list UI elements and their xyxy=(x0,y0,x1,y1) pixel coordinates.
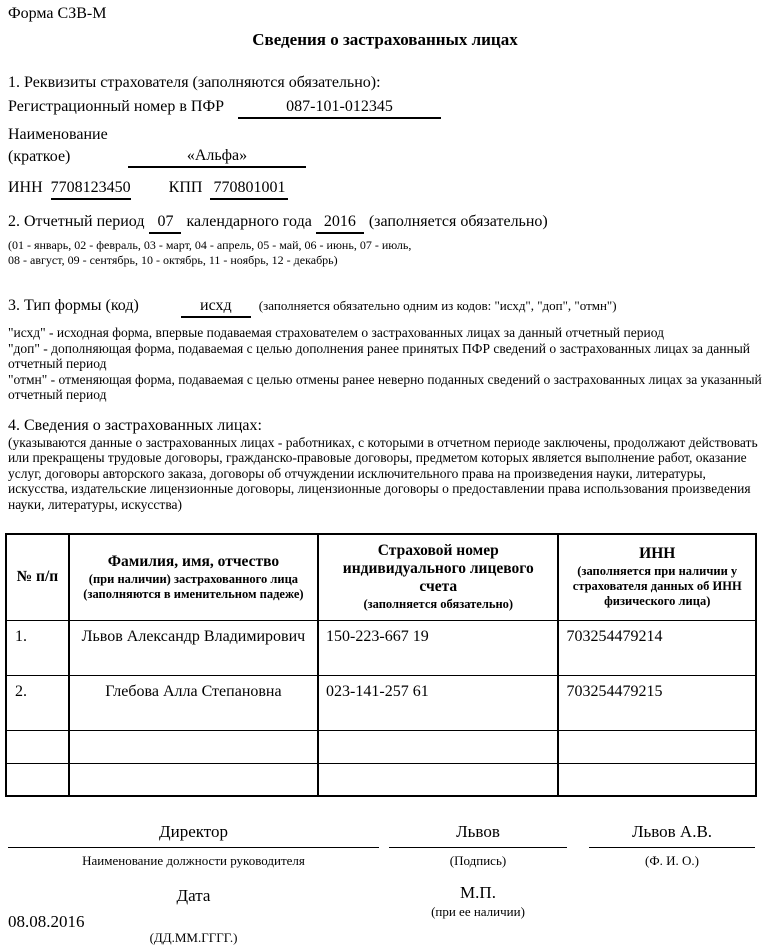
row4-snils-cell[interactable] xyxy=(318,763,558,796)
fio-value[interactable]: Львов А.В. xyxy=(589,822,755,848)
reporting-period-label: 2. Отчетный период xyxy=(8,213,145,230)
table-row xyxy=(6,730,756,763)
form-type-code-notes xyxy=(8,325,762,403)
inn-field[interactable]: 7708123450 xyxy=(51,179,131,200)
row4-inn-cell[interactable] xyxy=(558,763,756,796)
form-type-hint: (заполняется обязательно одним из кодов: "исхд", "доп", "отмн") xyxy=(258,298,617,313)
fio-column xyxy=(589,822,755,869)
sign-value[interactable]: Львов xyxy=(389,822,567,848)
sign-column xyxy=(389,822,567,869)
row2-snils-cell[interactable]: 023-141-257 61 xyxy=(318,675,558,730)
reporting-period-middle-label: календарного года xyxy=(186,213,312,230)
reporting-period-hint: (заполняется обязательно) xyxy=(368,213,548,230)
row3-inn-cell[interactable] xyxy=(558,730,756,763)
sign-caption: (Подпись) xyxy=(449,853,507,868)
form-type-code-field[interactable]: исхд xyxy=(181,297,251,318)
col-header-fio: Фамилия, имя, отчество (при наличии) застрахованного лица (заполняются в именительном падеже) xyxy=(69,534,318,620)
row1-inn-cell[interactable]: 703254479214 xyxy=(558,620,756,675)
col-header-snils: Страховой номер индивидуального лицевого счета (заполняется обязательно) xyxy=(318,534,558,620)
col-header-number: № п/п xyxy=(6,534,69,620)
row1-fio-cell[interactable]: Львов Александр Владимирович xyxy=(69,620,318,675)
page-title: Сведения о застрахованных лицах xyxy=(252,30,518,49)
row2-fio-cell[interactable]: Глебова Алла Степановна xyxy=(69,675,318,730)
section1-heading: 1. Реквизиты страхователя (заполняются обязательно): xyxy=(8,74,381,91)
row2-number-cell[interactable]: 2. xyxy=(6,675,69,730)
row3-number-cell[interactable] xyxy=(6,730,69,763)
row3-snils-cell[interactable] xyxy=(318,730,558,763)
row2-inn-cell[interactable]: 703254479215 xyxy=(558,675,756,730)
row1-snils-cell[interactable]: 150-223-667 19 xyxy=(318,620,558,675)
row3-fio-cell[interactable] xyxy=(69,730,318,763)
table-row xyxy=(6,763,756,796)
org-name-row xyxy=(8,124,762,168)
code-note-isxd: "исхд" - исходная форма, впервые подаваемая страхователем о застрахованных лицах за данный отчетный период xyxy=(8,325,664,340)
reporting-year-field[interactable]: 2016 xyxy=(316,213,364,234)
position-signature-column xyxy=(8,822,379,869)
months-legend xyxy=(8,238,762,268)
stamp-label: М.П. xyxy=(460,883,496,902)
row4-number-cell[interactable] xyxy=(6,763,69,796)
signature-row xyxy=(8,822,762,869)
inn-kpp-row xyxy=(8,179,762,200)
kpp-label: КПП xyxy=(168,179,203,196)
col-header-inn: ИНН (заполняется при наличии у страхователя данных об ИНН физического лица) xyxy=(558,534,756,620)
date-value[interactable]: 08.08.2016 xyxy=(8,912,85,931)
table-header-row xyxy=(6,534,756,620)
code-note-otmn: "отмн" - отменяющая форма, подаваемая с целью отмены ранее неверно поданных сведений о застрахованных лицах за указанный отчетный период xyxy=(8,371,762,402)
org-name-field[interactable]: «Альфа» xyxy=(128,147,306,168)
kpp-field[interactable]: 770801001 xyxy=(210,179,288,200)
position-value[interactable]: Директор xyxy=(8,822,379,848)
table-row xyxy=(6,620,756,675)
reg-number-row xyxy=(8,98,762,119)
reg-number-label: Регистрационный номер в ПФР xyxy=(8,98,224,115)
inn-label: ИНН xyxy=(8,179,43,196)
form-type-label: 3. Тип формы (код) xyxy=(8,297,139,314)
reporting-period-row xyxy=(8,213,762,234)
months-legend-line1: (01 - январь, 02 - февраль, 03 - март, 04 - апрель, 05 - май, 06 - июнь, 07 - июль, xyxy=(8,238,412,252)
date-label: Дата xyxy=(176,886,211,905)
fio-caption: (Ф. И. О.) xyxy=(645,853,699,868)
stamp-caption: (при ее наличии) xyxy=(431,904,525,919)
section4-note: (указываются данные о застрахованных лицах - работниках, с которыми в отчетном периоде заключены, продолжают действовать или прекращены трудовые договоры, гражданско-правовые договоры, предметом которых является выполнение работ, оказание услуг, договоры авторского заказа, договоры об отчуждении исключительного права на произведения науки, литературы, искусства, издательские лицензионные договоры, лицензионные договоры о предоставлении права использования произведения науки, литературы, искусства) xyxy=(8,434,758,512)
row4-fio-cell[interactable] xyxy=(69,763,318,796)
form-type-row xyxy=(8,297,762,318)
table-row xyxy=(6,675,756,730)
reporting-month-field[interactable]: 07 xyxy=(149,213,181,234)
months-legend-line2: 08 - август, 09 - сентябрь, 10 - октябрь, 11 - ноябрь, 12 - декабрь) xyxy=(8,253,338,267)
org-name-label: Наименование (краткое) xyxy=(8,126,108,165)
position-caption: Наименование должности руководителя xyxy=(82,853,305,868)
insured-persons-table xyxy=(5,533,757,797)
date-caption: (ДД.ММ.ГГГГ.) xyxy=(149,930,238,945)
section4-heading: 4. Сведения о застрахованных лицах: xyxy=(8,416,262,434)
row1-number-cell[interactable]: 1. xyxy=(6,620,69,675)
form-code-label: Форма СЗВ-М xyxy=(8,5,107,22)
code-note-dop: "доп" - дополняющая форма, подаваемая с целью дополнения ранее принятых ПФР сведений о застрахованных лицах за данный отчетный период xyxy=(8,340,751,371)
reg-number-field[interactable]: 087-101-012345 xyxy=(238,98,441,119)
